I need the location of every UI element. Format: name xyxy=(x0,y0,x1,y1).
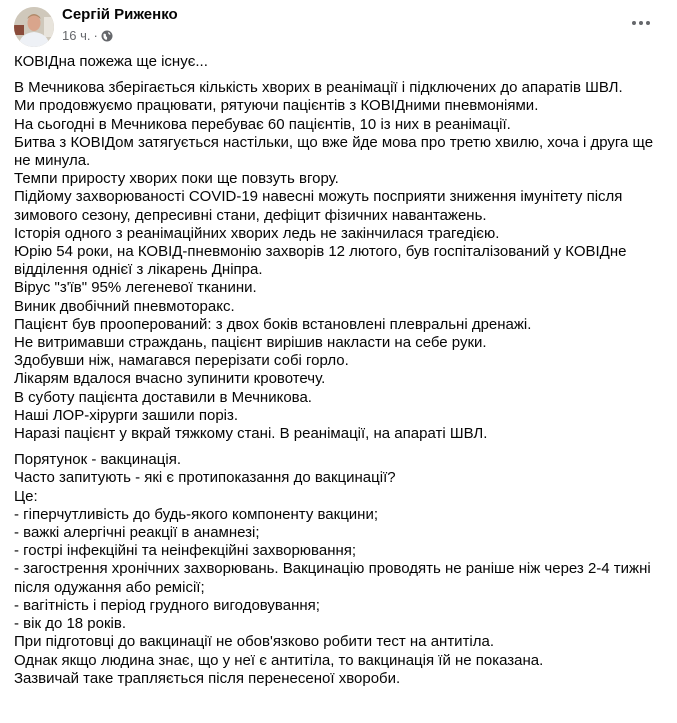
post-line: - гострі інфекційні та неінфекційні захворювання; xyxy=(14,542,357,560)
post-line: При підготовці до вакцинації не обов'язково робити тест на антитіла. xyxy=(14,633,495,651)
post-line: Юрію 54 роки, на КОВІД-пневмонію захворів 12 лютого, був госпіталізований у КОВІДне відділення однієї з лікарень Дніпра. xyxy=(14,243,631,279)
post-line: Зазвичай таке трапляється після перенесеної хвороби. xyxy=(14,669,401,687)
post-line: В Мечникова зберігається кількість хворих в реанімації і підключених до апаратів ШВЛ. xyxy=(14,79,623,97)
more-options-dot xyxy=(646,21,650,25)
post-line: Підйому захворюваності COVID-19 навесні можуть посприяти зниження імунітету після зимового сезону, депресивні стани, дефіцит фізичних навантажень. xyxy=(14,188,627,224)
post-line: Наразі пацієнт у вкрай тяжкому стані. В реанімації, на апараті ШВЛ. xyxy=(14,425,488,443)
post-header xyxy=(0,0,677,50)
post-meta xyxy=(62,28,113,43)
post-paragraph-intro xyxy=(14,53,664,71)
post-line: - гіперчутливість до будь-якого компоненту вакцини; xyxy=(14,505,378,523)
post-line: Однак якщо людина знає, що у неї є антитіла, то вакцинація їй не показана. xyxy=(14,651,544,669)
avatar-photo xyxy=(14,7,54,47)
post-line: - вік до 18 років. xyxy=(14,615,127,633)
more-options-icon xyxy=(632,21,636,25)
post-line: В суботу пацієнта доставили в Мечникова. xyxy=(14,388,312,406)
post-content xyxy=(14,53,664,696)
post-line: - загострення хронічних захворювань. Вакцинацію проводять не раніше ніж через 2-4 тижні після одужання або ремісії; xyxy=(14,560,655,596)
post-paragraph-vaccination xyxy=(14,451,664,688)
more-options-dot xyxy=(639,21,643,25)
globe-icon[interactable] xyxy=(101,30,113,42)
post-line: Історія одного з реанімаційних хворих ледь не закінчилася трагедією. xyxy=(14,224,500,242)
post-line: - вагітність і період грудного вигодовування; xyxy=(14,596,320,614)
author-avatar[interactable] xyxy=(14,7,54,47)
meta-separator: · xyxy=(93,28,98,43)
author-name[interactable]: Сергій Риженко xyxy=(62,6,178,23)
post-line: Наші ЛОР-хірурги зашили поріз. xyxy=(14,406,239,424)
post-line: - важкі алергічні реакції в анамнезі; xyxy=(14,524,260,542)
post-line: Ми продовжуємо працювати, рятуючи пацієнтів з КОВІДними пневмоніями. xyxy=(14,97,539,115)
post-line: Лікарям вдалося вчасно зупинити кровотечу. xyxy=(14,370,326,388)
post-line: Битва з КОВІДом затягується настільки, що вже йде мова про третю хвилю, хоча і друга ще не минула. xyxy=(14,133,658,170)
post-line: Пацієнт був прооперований: з двох боків встановлені плевральні дренажі. xyxy=(14,315,532,333)
more-options-button[interactable] xyxy=(627,13,655,33)
post-line: На сьогодні в Мечникова перебуває 60 пацієнтів, 10 із них в реанімації. xyxy=(14,115,511,133)
post-line: Часто запитують - які є протипоказання до вакцинації? xyxy=(14,469,396,487)
post-line: Не витримавши страждань, пацієнт вирішив накласти на себе руки. xyxy=(14,334,487,352)
post-line: Здобувши ніж, намагався перерізати собі горло. xyxy=(14,352,349,370)
post-line: Це: xyxy=(14,487,38,505)
post-line: Виник двобічний пневмоторакс. xyxy=(14,297,235,315)
post-timestamp[interactable]: 16 ч. xyxy=(62,28,91,43)
post-line: КОВІДна пожежа ще існує... xyxy=(14,53,208,70)
post-line: Вірус "з'їв" 95% легеневої тканини. xyxy=(14,279,257,297)
post-line: Порятунок - вакцинація. xyxy=(14,451,181,469)
post-paragraph-story xyxy=(14,79,664,443)
post-line: Темпи приросту хворих поки ще повзуть вгору. xyxy=(14,170,339,188)
